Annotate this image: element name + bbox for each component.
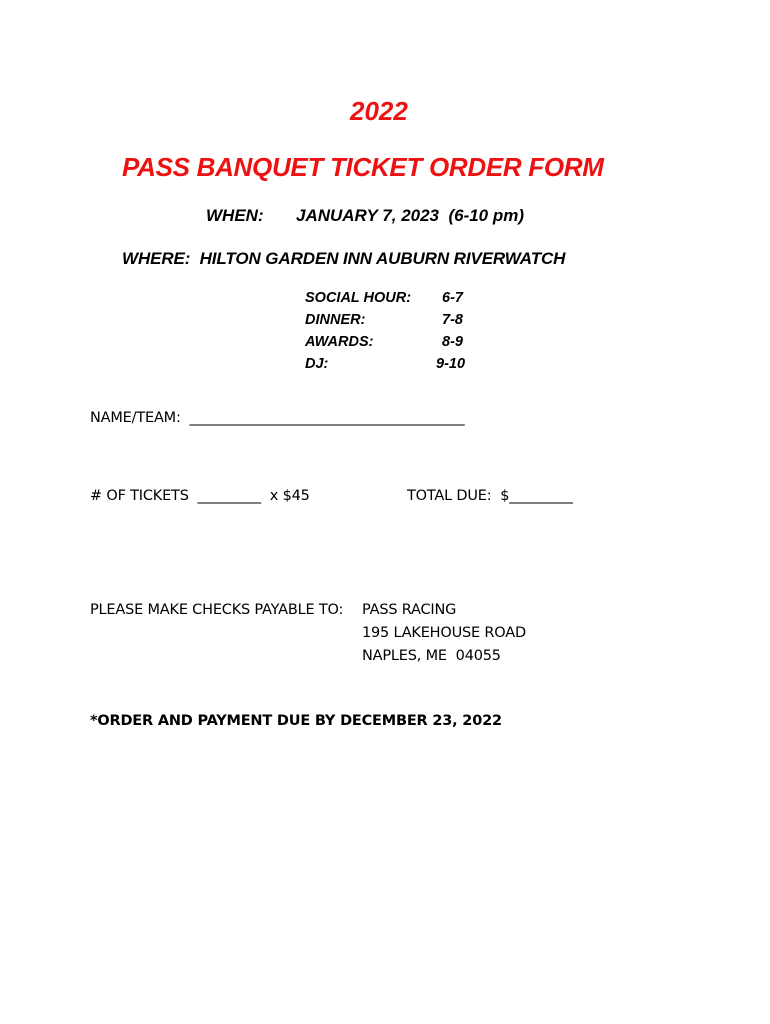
schedule-time: 7-8: [442, 312, 463, 328]
schedule-label: DJ:: [305, 356, 329, 372]
tickets-field: # OF TICKETS _________ x $45: [90, 488, 310, 504]
when-label: WHEN:: [206, 206, 264, 225]
schedule-label: AWARDS:: [305, 334, 374, 350]
schedule-label: DINNER:: [305, 312, 366, 328]
page-title: PASS BANQUET TICKET ORDER FORM: [122, 152, 604, 182]
when-value: JANUARY 7, 2023 (6-10 pm): [296, 206, 525, 225]
address-line: NAPLES, ME 04055: [362, 648, 501, 664]
deadline-note: *ORDER AND PAYMENT DUE BY DECEMBER 23, 2022: [90, 713, 502, 729]
payable-to-label: PLEASE MAKE CHECKS PAYABLE TO:: [90, 602, 344, 618]
address-line: 195 LAKEHOUSE ROAD: [362, 625, 526, 641]
schedule-time: 6-7: [442, 290, 463, 306]
address-line: PASS RACING: [362, 602, 457, 618]
schedule-time: 9-10: [436, 356, 466, 372]
year-heading: 2022: [350, 96, 408, 126]
where-line: WHERE: HILTON GARDEN INN AUBURN RIVERWATCH: [122, 249, 566, 268]
schedule-label: SOCIAL HOUR:: [305, 290, 412, 306]
total-due-field: TOTAL DUE: $_________: [407, 488, 573, 504]
name-team-field: NAME/TEAM: _______________________________________: [90, 410, 465, 426]
schedule-time: 8-9: [442, 334, 463, 350]
